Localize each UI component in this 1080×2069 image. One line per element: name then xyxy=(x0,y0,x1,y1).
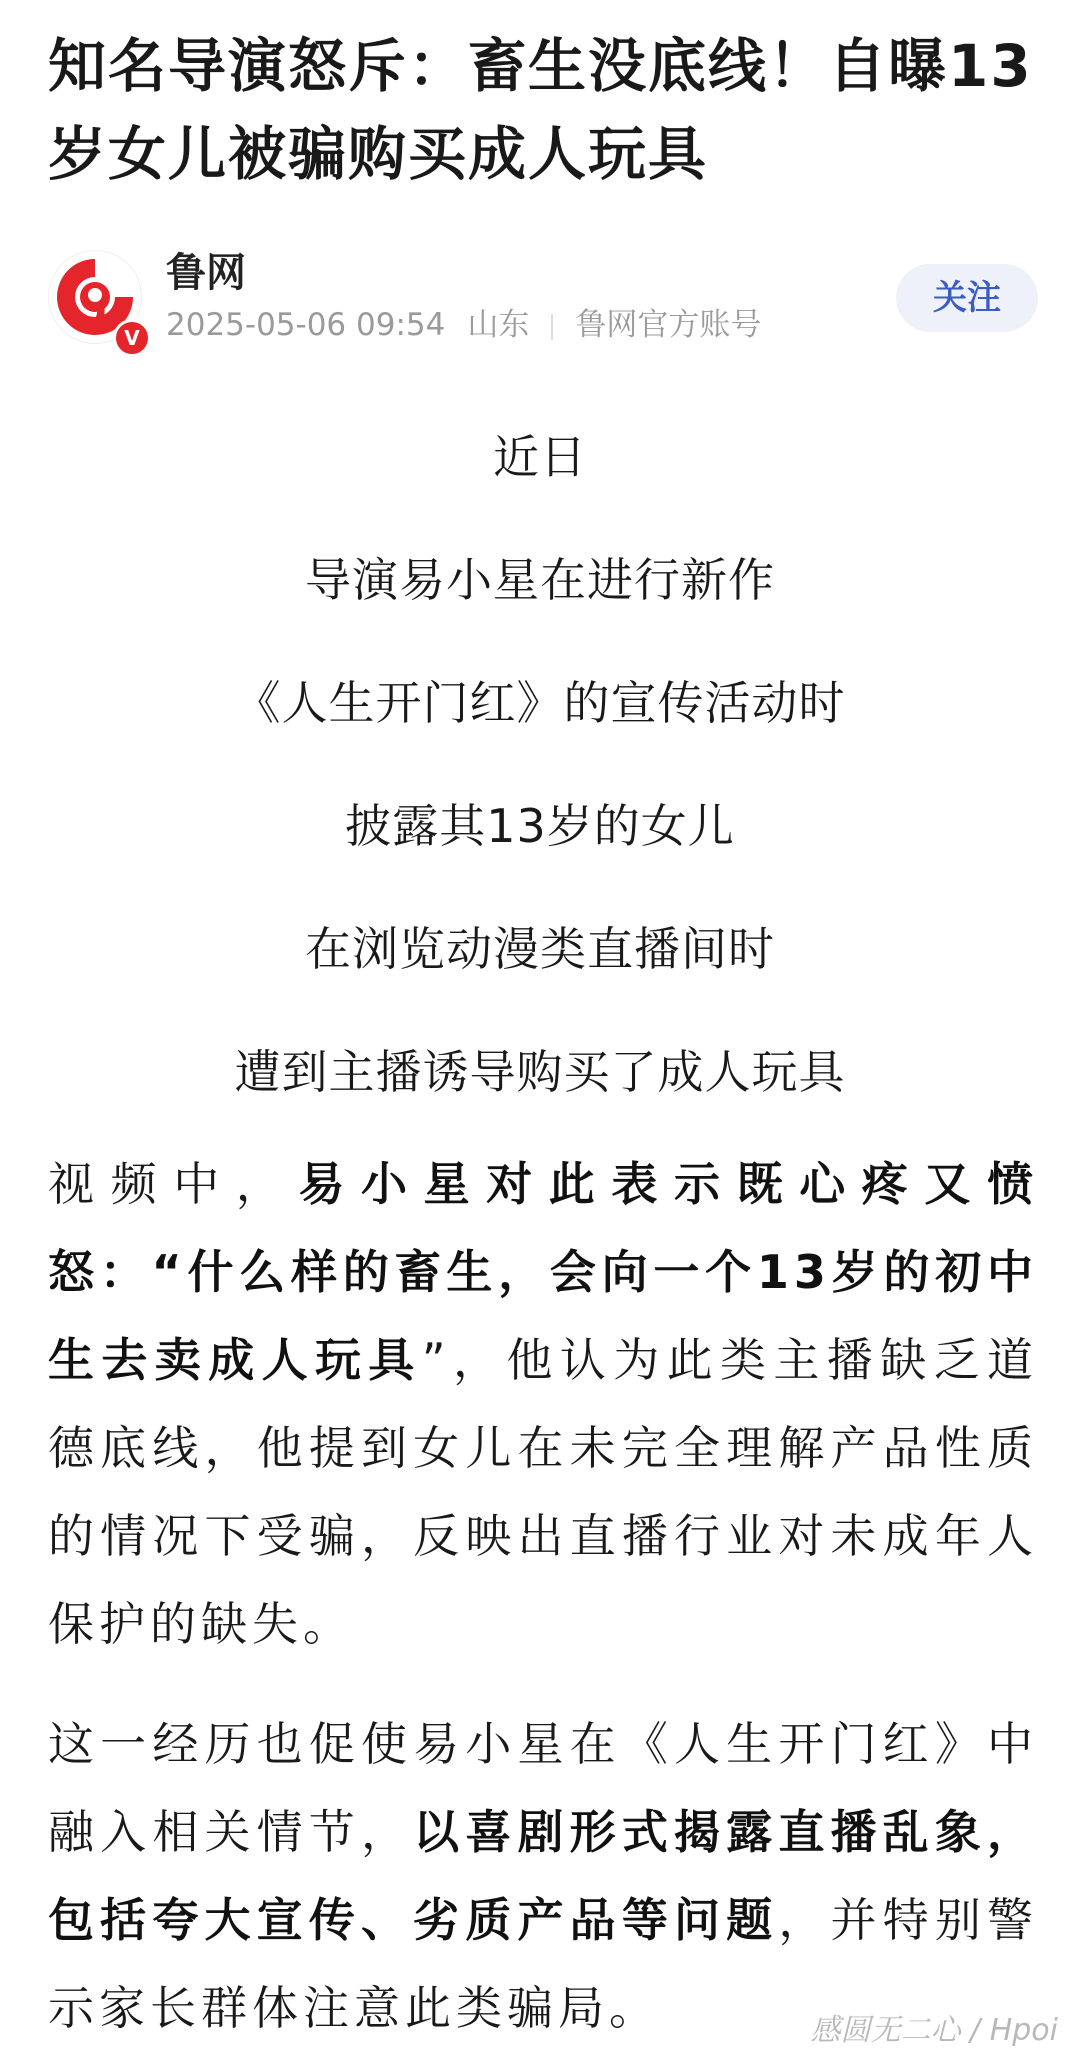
follow-button[interactable]: 关注 xyxy=(896,264,1038,332)
author-name[interactable]: 鲁网 xyxy=(166,250,246,296)
verified-badge-icon: V xyxy=(113,319,151,357)
article-title: 知名导演怒斥：畜生没底线！自曝13岁女儿被骗购买成人玩具 xyxy=(48,32,1033,188)
intro-line: 在浏览动漫类直播间时 xyxy=(305,922,775,976)
paragraph-bold-text: 易小星对此表示既心疼又愤怒：“什么样的畜生，会向一个13岁的初中生去卖成人玩具 xyxy=(48,1157,1039,1387)
paragraph-bold-text: 以喜剧形式揭露直播乱象，包括夸大宣传、劣质产品等问题 xyxy=(48,1805,1039,1947)
publish-datetime: 2025-05-06 09:54 xyxy=(166,307,446,343)
avatar[interactable] xyxy=(48,250,142,350)
body-paragraph-2 xyxy=(48,1700,1038,2052)
author-row[interactable] xyxy=(48,246,1038,352)
paragraph-text: ，并特别警示家长群体注意此类骗局。 xyxy=(48,1893,1039,2035)
intro-line: 《人生开门红》的宣传活动时 xyxy=(234,676,846,730)
watermark: 感圆无二心 / Hpoi xyxy=(810,2013,1058,2048)
intro-line: 导演易小星在进行新作 xyxy=(305,553,775,607)
intro-line: 披露其13岁的女儿 xyxy=(345,799,735,853)
publish-location: 山东 xyxy=(467,307,530,343)
author-meta xyxy=(166,304,761,346)
intro-lines xyxy=(0,396,1080,1134)
body-paragraph-1 xyxy=(48,1140,1038,1668)
paragraph-text: ”，他认为此类主播缺乏道德底线，他提到女儿在未完全理解产品性质的情况下受骗，反映出直播行业对未成年人保护的缺失。 xyxy=(48,1333,1039,1651)
meta-divider xyxy=(551,314,553,340)
paragraph-text: 这一经历也促使易小星在《人生开门红》中融入相关情节， xyxy=(48,1717,1038,1859)
intro-line: 近日 xyxy=(493,430,587,484)
paragraph-text: 视频中， xyxy=(48,1157,299,1211)
account-type: 鲁网官方账号 xyxy=(575,307,762,343)
intro-line: 遭到主播诱导购买了成人玩具 xyxy=(234,1045,846,1099)
